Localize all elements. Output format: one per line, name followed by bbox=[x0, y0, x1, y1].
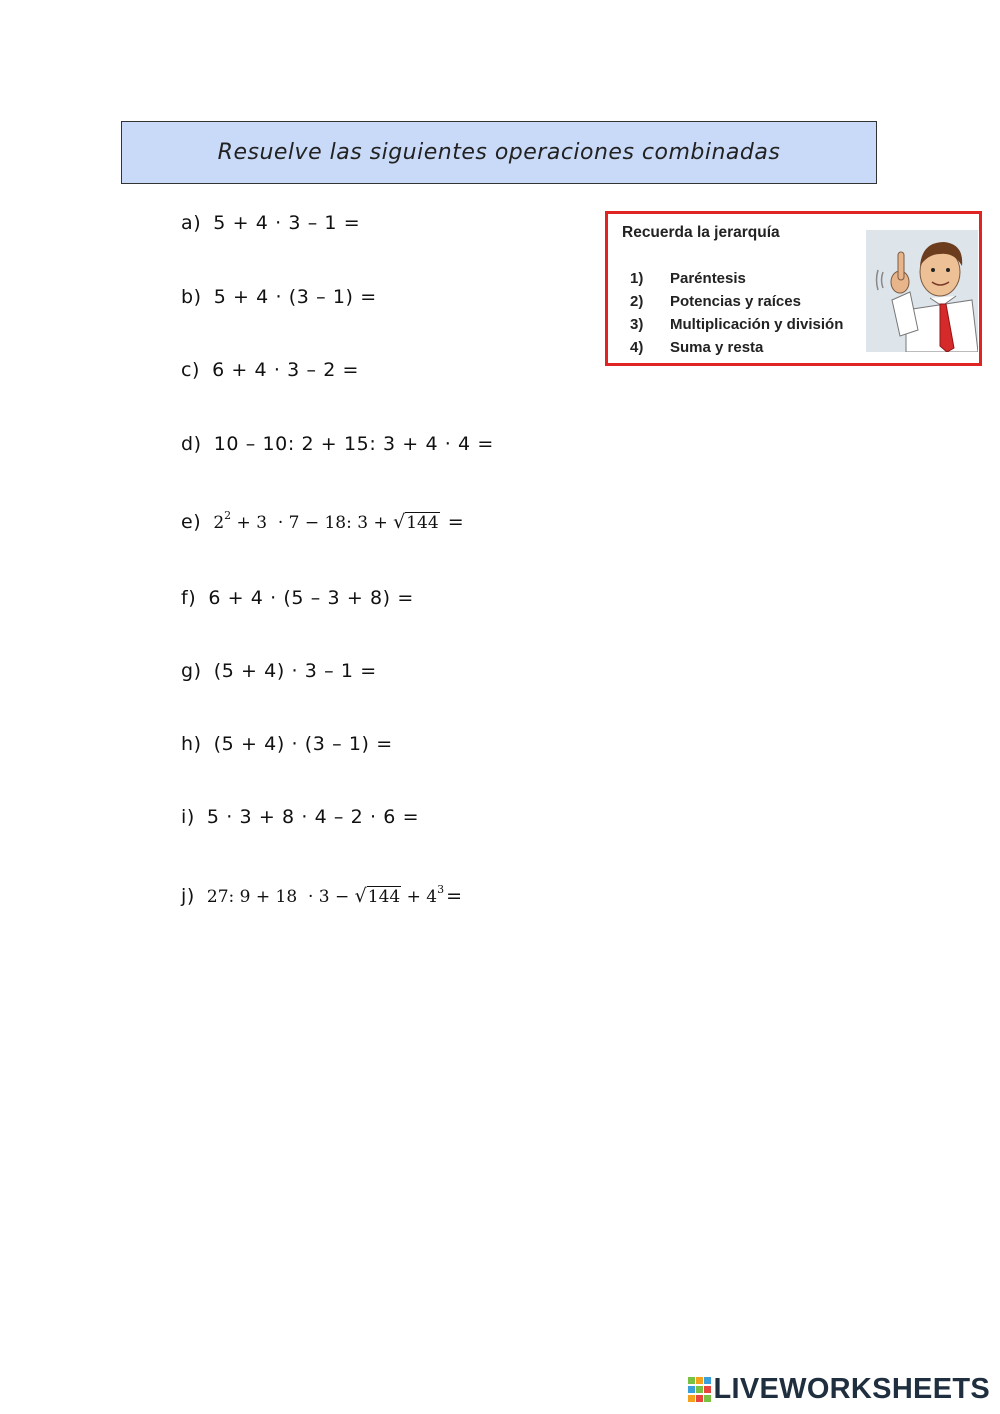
exercise-e bbox=[181, 511, 464, 533]
exercise-expression: 5 + 4 · (3 – 1) = bbox=[213, 286, 377, 308]
exercise-expression: 5 · 3 + 8 · 4 – 2 · 6 = bbox=[206, 806, 420, 828]
exercise-a bbox=[181, 212, 360, 234]
equals-sign: = bbox=[447, 511, 465, 533]
exercise-expression: 6 + 4 · 3 – 2 = bbox=[212, 359, 360, 381]
exercise-label: c) bbox=[181, 359, 201, 381]
exercise-d bbox=[181, 433, 494, 455]
exercise-label: h) bbox=[181, 733, 202, 755]
exercise-i bbox=[181, 806, 419, 828]
exercise-label: e) bbox=[181, 511, 202, 533]
expression-middle: + 3 · 7 − 18: 3 + bbox=[231, 513, 394, 533]
exercise-expression: 6 + 4 · (5 – 3 + 8) = bbox=[208, 587, 414, 609]
exercise-b bbox=[181, 286, 377, 308]
square-root: √144 bbox=[393, 511, 439, 533]
exercise-label: a) bbox=[181, 212, 202, 234]
power-base: 2 bbox=[213, 513, 225, 533]
exercise-expression: (5 + 4) · (3 – 1) = bbox=[213, 733, 393, 755]
radicand: 144 bbox=[406, 513, 439, 533]
rule-number: 4) bbox=[630, 339, 644, 356]
page-title: Resuelve las siguientes operaciones combinadas bbox=[217, 140, 781, 165]
exercise-label: b) bbox=[181, 286, 202, 308]
exercise-expression bbox=[207, 885, 444, 907]
exercise-label: f) bbox=[181, 587, 197, 609]
radicand: 144 bbox=[367, 887, 401, 907]
exercise-label: d) bbox=[181, 433, 202, 455]
exercise-expression: 10 – 10: 2 + 15: 3 + 4 · 4 = bbox=[213, 433, 494, 455]
exercise-label: i) bbox=[181, 806, 195, 828]
hierarchy-reminder-box bbox=[605, 211, 982, 366]
exercise-c bbox=[181, 359, 359, 381]
title-banner bbox=[121, 121, 877, 184]
equals-sign: = bbox=[446, 885, 463, 907]
rule-item bbox=[630, 339, 763, 356]
rule-text: Potencias y raíces bbox=[670, 293, 801, 310]
rule-text: Paréntesis bbox=[670, 270, 746, 287]
power-exponent: 2 bbox=[224, 509, 232, 523]
expression-plus: + 4 bbox=[401, 887, 438, 907]
rule-item bbox=[630, 316, 843, 333]
rule-number: 1) bbox=[630, 270, 644, 287]
expression-start: 27: 9 + 18 · 3 − bbox=[206, 887, 355, 907]
rule-text: Multiplicación y división bbox=[670, 316, 844, 333]
exercise-label: g) bbox=[181, 660, 202, 682]
teacher-pointing-icon bbox=[866, 230, 978, 352]
exercise-label: j) bbox=[181, 885, 195, 907]
rule-number: 2) bbox=[630, 293, 644, 310]
exercise-j bbox=[181, 885, 463, 907]
exercise-expression: (5 + 4) · 3 – 1 = bbox=[213, 660, 377, 682]
exercise-g bbox=[181, 660, 377, 682]
brand-name: LIVEWORKSHEETS bbox=[713, 1373, 990, 1405]
square-root: √144 bbox=[354, 885, 401, 907]
rule-item bbox=[630, 293, 801, 310]
exercise-expression: 5 + 4 · 3 – 1 = bbox=[213, 212, 361, 234]
exercise-h bbox=[181, 733, 393, 755]
rule-text: Suma y resta bbox=[670, 339, 764, 356]
teacher-illustration bbox=[866, 230, 978, 352]
exercise-expression bbox=[213, 511, 439, 533]
brand-footer bbox=[688, 1373, 991, 1406]
rule-number: 3) bbox=[630, 316, 644, 333]
rule-item bbox=[630, 270, 746, 287]
power-exponent: 3 bbox=[437, 883, 445, 897]
liveworksheets-logo-icon bbox=[688, 1377, 712, 1403]
reminder-title: Recuerda la jerarquía bbox=[622, 224, 780, 241]
exercise-f bbox=[181, 587, 414, 609]
